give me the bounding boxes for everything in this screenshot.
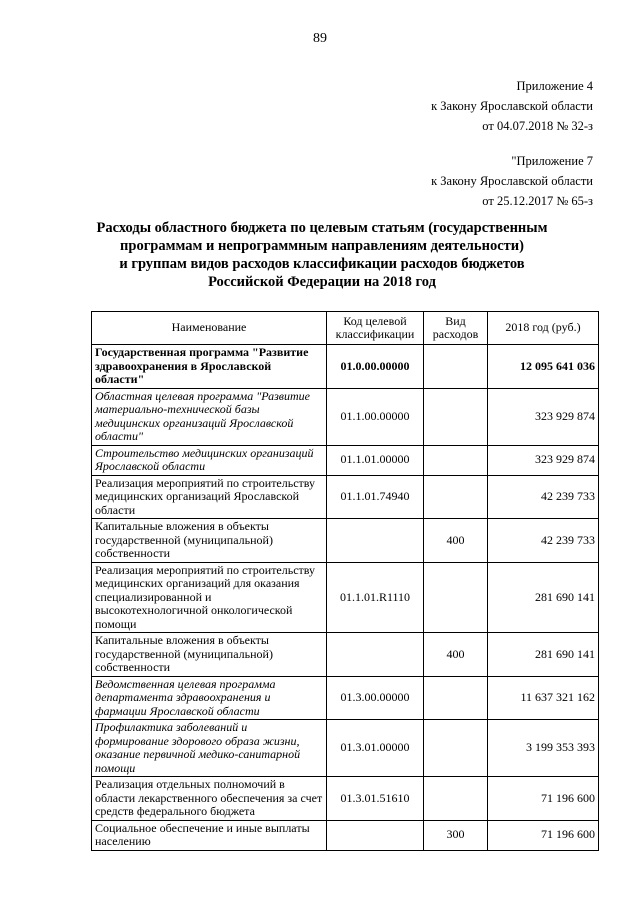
row-amount: 323 929 874 <box>488 388 599 445</box>
header-type: Вид расходов <box>424 312 488 345</box>
row-name: Капитальные вложения в объекты государственной (муниципальной) собственности <box>92 633 327 677</box>
appendix-current-line: к Закону Ярославской области <box>431 99 593 113</box>
row-code: 01.1.01.R1110 <box>327 562 424 633</box>
row-name: Государственная программа "Развитие здравоохранения в Ярославской области" <box>92 345 327 389</box>
title-line: программам и непрограммным направлениям деятельности) <box>120 238 524 254</box>
row-name: Ведомственная целевая программа департамента здравоохранения и фармации Ярославской области <box>92 676 327 720</box>
row-name: Строительство медицинских организаций Ярославской области <box>92 445 327 475</box>
table-row <box>92 562 599 633</box>
appendix-current <box>431 76 593 136</box>
row-amount: 281 690 141 <box>488 633 599 677</box>
row-amount: 42 239 733 <box>488 519 599 563</box>
row-name: Социальное обеспечение и иные выплаты населению <box>92 820 327 850</box>
row-amount: 42 239 733 <box>488 475 599 519</box>
header-name: Наименование <box>92 312 327 345</box>
row-code <box>327 820 424 850</box>
row-type <box>424 445 488 475</box>
table-row <box>92 820 599 850</box>
row-amount: 71 196 600 <box>488 777 599 821</box>
row-amount: 71 196 600 <box>488 820 599 850</box>
header-amount: 2018 год (руб.) <box>488 312 599 345</box>
header-code: Код целевой классификации <box>327 312 424 345</box>
row-amount: 12 095 641 036 <box>488 345 599 389</box>
row-type <box>424 345 488 389</box>
title-line: Расходы областного бюджета по целевым статьям (государственным <box>96 220 548 236</box>
row-name: Профилактика заболеваний и формирование здорового образа жизни, оказание первичной медико-санитарной помощи <box>92 720 327 777</box>
row-code: 01.3.01.51610 <box>327 777 424 821</box>
row-code: 01.3.01.00000 <box>327 720 424 777</box>
row-type <box>424 777 488 821</box>
row-type <box>424 388 488 445</box>
table-row <box>92 777 599 821</box>
row-type <box>424 720 488 777</box>
row-amount: 3 199 353 393 <box>488 720 599 777</box>
row-code: 01.1.00.00000 <box>327 388 424 445</box>
row-type: 400 <box>424 519 488 563</box>
row-name: Капитальные вложения в объекты государственной (муниципальной) собственности <box>92 519 327 563</box>
table-row <box>92 445 599 475</box>
row-code <box>327 519 424 563</box>
table-row <box>92 388 599 445</box>
row-name: Реализация мероприятий по строительству медицинских организаций для оказания специализированной и высокотехнологичной онкологической помощи <box>92 562 327 633</box>
table-row <box>92 676 599 720</box>
row-name: Реализация мероприятий по строительству медицинских организаций Ярославской области <box>92 475 327 519</box>
row-type <box>424 562 488 633</box>
table-row <box>92 345 599 389</box>
row-type <box>424 676 488 720</box>
row-code: 01.1.01.00000 <box>327 445 424 475</box>
appendix-original-line: к Закону Ярославской области <box>431 174 593 188</box>
budget-table <box>91 311 599 851</box>
appendix-current-line: Приложение 4 <box>516 79 593 93</box>
row-name: Реализация отдельных полномочий в области лекарственного обеспечения за счет средств федерального бюджета <box>92 777 327 821</box>
row-code: 01.1.01.74940 <box>327 475 424 519</box>
row-type: 400 <box>424 633 488 677</box>
table-header-row <box>92 312 599 345</box>
appendix-original-line: "Приложение 7 <box>511 154 593 168</box>
row-name: Областная целевая программа "Развитие материально-технической базы медицинских организаций Ярославской области" <box>92 388 327 445</box>
row-code: 01.3.00.00000 <box>327 676 424 720</box>
appendix-original-line: от 25.12.2017 № 65-з <box>482 194 593 208</box>
title-line: Российской Федерации на 2018 год <box>208 274 436 290</box>
appendix-original <box>431 151 593 211</box>
row-code: 01.0.00.00000 <box>327 345 424 389</box>
row-amount: 11 637 321 162 <box>488 676 599 720</box>
table-row <box>92 519 599 563</box>
appendix-current-line: от 04.07.2018 № 32-з <box>482 119 593 133</box>
document-title <box>60 219 584 291</box>
row-type <box>424 475 488 519</box>
row-amount: 281 690 141 <box>488 562 599 633</box>
table-row <box>92 475 599 519</box>
row-code <box>327 633 424 677</box>
title-line: и группам видов расходов классификации расходов бюджетов <box>119 256 525 272</box>
row-amount: 323 929 874 <box>488 445 599 475</box>
page-number: 89 <box>313 31 327 46</box>
table-row <box>92 633 599 677</box>
table-row <box>92 720 599 777</box>
row-type: 300 <box>424 820 488 850</box>
